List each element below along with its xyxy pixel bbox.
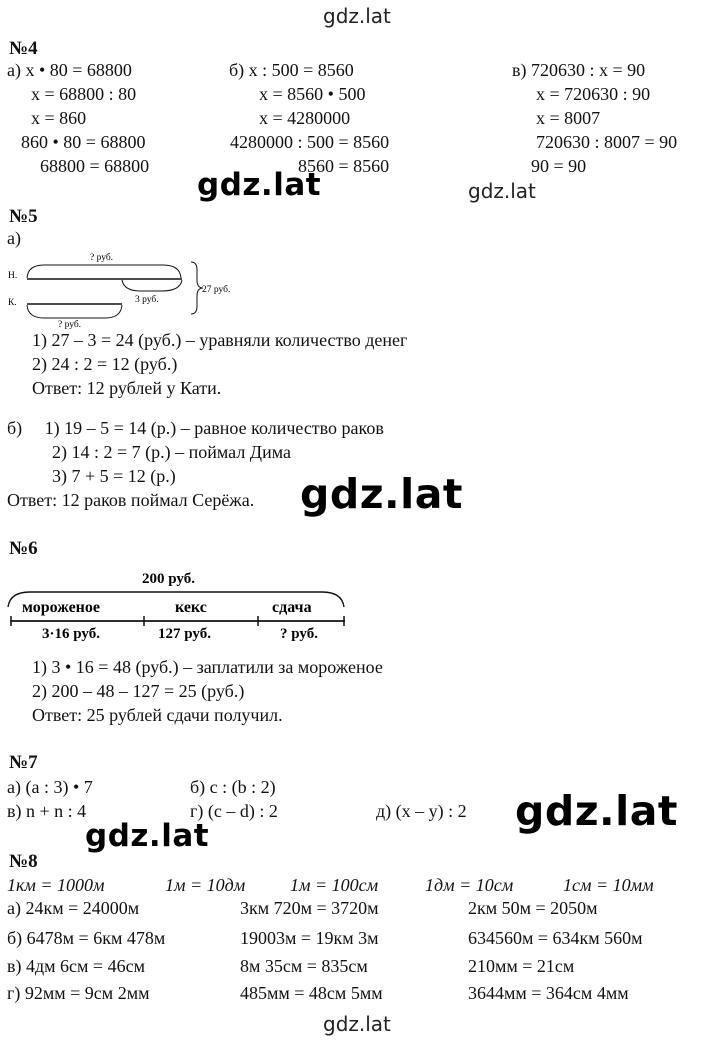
task-4-title: №4 bbox=[9, 38, 38, 59]
diagram-label: сдача bbox=[272, 599, 312, 616]
solution-line: 2) 200 – 48 – 127 = 25 (руб.) bbox=[32, 681, 245, 701]
conversion: б) 6478м = 6км 478м bbox=[7, 928, 166, 948]
unit-relation: 1км = 1000м bbox=[7, 875, 105, 895]
diagram-label: 3·16 руб. bbox=[42, 626, 100, 642]
equation-line: 8560 = 8560 bbox=[298, 156, 390, 176]
conversion: 210мм = 21см bbox=[468, 956, 575, 976]
conversion: 3км 720м = 3720м bbox=[240, 898, 379, 918]
diagram-label: 3 руб. bbox=[135, 295, 159, 305]
equation-line: x = 4280000 bbox=[259, 108, 351, 128]
watermark: gdz.lat bbox=[468, 179, 536, 203]
conversion: а) 24км = 24000м bbox=[7, 898, 140, 918]
conversion: 2км 50м = 2050м bbox=[468, 898, 598, 918]
watermark: gdz.lat bbox=[85, 818, 210, 854]
solution-line: 1) 3 • 16 = 48 (руб.) – заплатили за мороженое bbox=[32, 657, 383, 677]
solution-line: 2) 14 : 2 = 7 (р.) – поймал Дима bbox=[52, 442, 291, 462]
equation-line: x = 68800 : 80 bbox=[31, 84, 137, 104]
diagram-label: 127 руб. bbox=[158, 626, 211, 642]
equation-line: x = 8007 bbox=[536, 108, 601, 128]
equation-line: 4280000 : 500 = 8560 bbox=[230, 132, 390, 152]
task-6-diagram bbox=[0, 565, 360, 645]
conversion: 8м 35см = 835см bbox=[240, 956, 368, 976]
conversion: в) 4дм 6см = 46см bbox=[7, 956, 145, 976]
conversion: 19003м = 19км 3м bbox=[240, 928, 379, 948]
watermark: gdz.lat bbox=[197, 167, 322, 203]
diagram-label: ? руб. bbox=[280, 626, 318, 642]
diagram-label: ? руб. bbox=[90, 253, 114, 263]
equation-line: б) x : 500 = 8560 bbox=[229, 60, 354, 80]
conversion: г) 92мм = 9см 2мм bbox=[7, 983, 150, 1003]
unit-relation: 1см = 10мм bbox=[563, 875, 654, 895]
conversion: 634560м = 634км 560м bbox=[468, 928, 643, 948]
solution-line: б) 1) 19 – 5 = 14 (р.) – равное количество раков bbox=[7, 418, 384, 438]
answer-line: Ответ: 25 рублей сдачи получил. bbox=[32, 705, 283, 725]
watermark-top: gdz.lat bbox=[323, 4, 391, 28]
task-6-title: №6 bbox=[9, 538, 38, 559]
solution-line: 2) 24 : 2 = 12 (руб.) bbox=[32, 354, 178, 374]
task-8-title: №8 bbox=[9, 851, 38, 872]
watermark: gdz.lat bbox=[515, 787, 678, 835]
equation-line: x = 720630 : 90 bbox=[536, 84, 651, 104]
watermark-bottom: gdz.lat bbox=[323, 1012, 391, 1036]
diagram-label: 200 руб. bbox=[142, 571, 195, 587]
expression: а) (a : 3) • 7 bbox=[7, 777, 93, 797]
diagram-label: кекс bbox=[175, 599, 207, 616]
conversion: 485мм = 48см 5мм bbox=[240, 983, 383, 1003]
watermark: gdz.lat bbox=[300, 470, 463, 518]
answer-line: Ответ: 12 рублей у Кати. bbox=[32, 378, 222, 398]
expression: г) (c – d) : 2 bbox=[190, 801, 278, 821]
equation-line: а) x • 80 = 68800 bbox=[7, 60, 132, 80]
expression: д) (x – y) : 2 bbox=[376, 801, 467, 821]
equation-line: 68800 = 68800 bbox=[40, 156, 150, 176]
conversion: 3644мм = 364см 4мм bbox=[468, 983, 629, 1003]
diagram-label: 27 руб. bbox=[202, 285, 231, 295]
unit-relation: 1м = 10дм bbox=[165, 875, 246, 895]
diagram-label: ? руб. bbox=[58, 320, 82, 330]
equation-line: 90 = 90 bbox=[531, 156, 587, 176]
equation-line: 720630 : 8007 = 90 bbox=[536, 132, 678, 152]
task-7-title: №7 bbox=[9, 752, 38, 773]
equation-line: в) 720630 : x = 90 bbox=[512, 60, 646, 80]
diagram-label: К. bbox=[8, 298, 17, 308]
solution-line: 3) 7 + 5 = 12 (р.) bbox=[52, 466, 176, 486]
equation-line: x = 860 bbox=[31, 108, 87, 128]
diagram-label: мороженое bbox=[22, 599, 100, 616]
equation-line: 860 • 80 = 68800 bbox=[21, 132, 146, 152]
answer-line: Ответ: 12 раков поймал Серёжа. bbox=[7, 490, 255, 510]
unit-relation: 1дм = 10см bbox=[425, 875, 514, 895]
task-5-diagram bbox=[0, 248, 250, 332]
solution-line: 1) 27 – 3 = 24 (руб.) – уравняли количество денег bbox=[32, 330, 408, 350]
equation-line: x = 8560 • 500 bbox=[259, 84, 366, 104]
task-5a-label: а) bbox=[7, 228, 21, 248]
unit-relation: 1м = 100см bbox=[290, 875, 379, 895]
expression: б) c : (b : 2) bbox=[190, 777, 276, 797]
diagram-label: Н. bbox=[8, 271, 18, 281]
task-5-title: №5 bbox=[9, 206, 38, 227]
expression: в) n + n : 4 bbox=[7, 801, 87, 821]
